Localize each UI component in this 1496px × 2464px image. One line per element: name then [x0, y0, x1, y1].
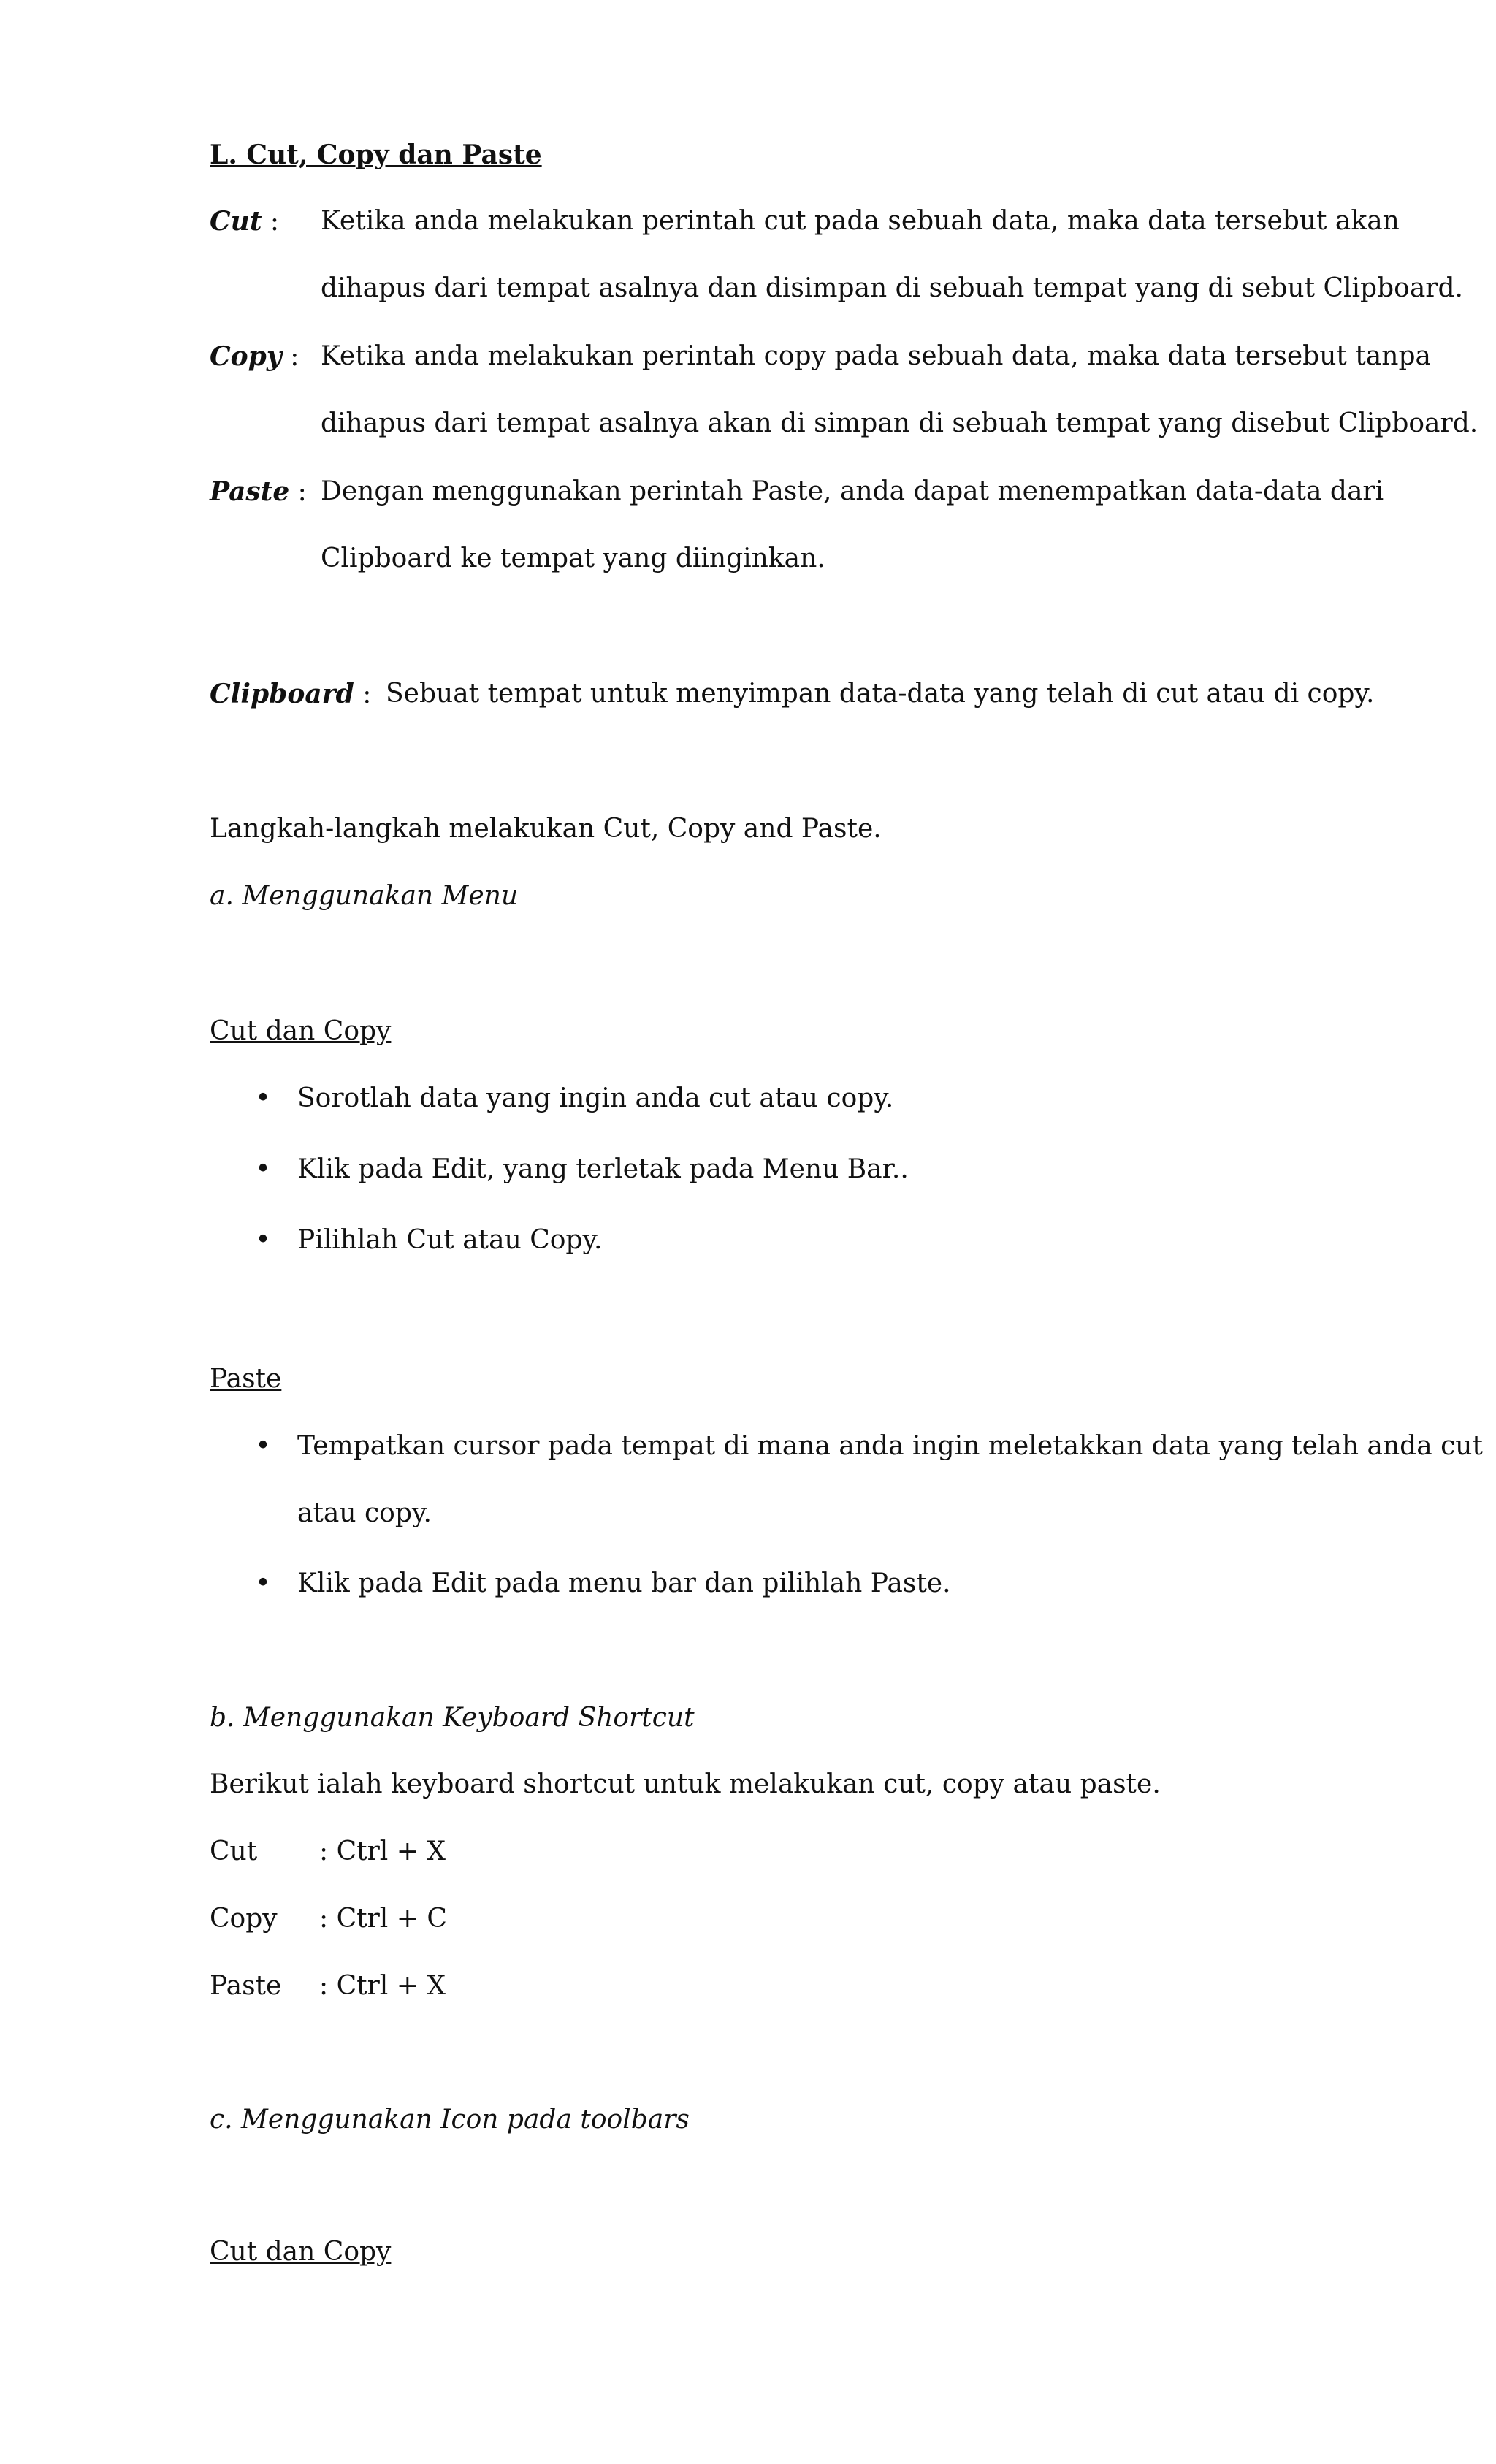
steps-intro: Langkah-langkah melakukan Cut, Copy and Paste. [210, 814, 882, 844]
definition-label [210, 476, 307, 508]
paste-heading: Paste [210, 1364, 282, 1394]
definition-text-line: dihapus dari tempat asalnya akan di simpan di sebuah tempat yang disebut Clipboard. [321, 408, 1478, 438]
definition-term: Cut [210, 206, 262, 237]
definition-colon: : [354, 679, 372, 709]
list-item-text: atau copy. [297, 1498, 432, 1528]
list-item-text: Sorotlah data yang ingin anda cut atau copy. [297, 1083, 894, 1113]
bullet-icon: • [255, 1431, 271, 1461]
list-item-text: Tempatkan cursor pada tempat di mana anda ingin meletakkan data yang telah anda cut [297, 1431, 1483, 1461]
definition-colon: : [262, 207, 280, 237]
cut-copy-heading: Cut dan Copy [210, 1016, 392, 1046]
shortcut-name: Paste [210, 1971, 282, 2001]
bullet-icon: • [255, 1568, 271, 1598]
method-b-intro: Berikut ialah keyboard shortcut untuk melakukan cut, copy atau paste. [210, 1769, 1161, 1799]
shortcut-keys: : Ctrl + X [319, 1836, 446, 1866]
shortcut-name: Copy [210, 1904, 278, 1934]
method-b-title: b. Menggunakan Keyboard Shortcut [210, 1703, 695, 1733]
cut-copy-heading: Cut dan Copy [210, 2237, 392, 2267]
list-item-text: Klik pada Edit, yang terletak pada Menu Bar.. [297, 1154, 909, 1184]
definition-text-line: Ketika anda melakukan perintah copy pada sebuah data, maka data tersebut tanpa [321, 341, 1431, 371]
definition-label [210, 205, 279, 238]
definition-clipboard [210, 678, 371, 711]
list-item-text: Klik pada Edit pada menu bar dan pilihlah Paste. [297, 1568, 951, 1598]
bullet-icon: • [255, 1154, 271, 1184]
method-c-title: c. Menggunakan Icon pada toolbars [210, 2105, 690, 2135]
shortcut-keys: : Ctrl + C [319, 1904, 447, 1934]
definition-text-line: Sebuat tempat untuk menyimpan data-data yang telah di cut atau di copy. [386, 679, 1375, 709]
definition-label [210, 340, 299, 373]
definition-text-line: Dengan menggunakan perintah Paste, anda dapat menempatkan data-data dari [321, 476, 1384, 506]
section-title: L. Cut, Copy dan Paste [210, 140, 542, 170]
method-a-title: a. Menggunakan Menu [210, 881, 519, 911]
definition-term: Clipboard [210, 679, 354, 709]
shortcut-name: Cut [210, 1836, 258, 1866]
shortcut-keys: : Ctrl + X [319, 1971, 446, 2001]
bullet-icon: • [255, 1225, 271, 1255]
definition-colon: : [289, 477, 307, 507]
definition-term: Copy [210, 341, 282, 372]
list-item-text: Pilihlah Cut atau Copy. [297, 1225, 603, 1255]
definition-colon: : [281, 342, 299, 372]
definition-text-line: dihapus dari tempat asalnya dan disimpan di sebuah tempat yang di sebut Clipboard. [321, 273, 1463, 303]
definition-text-line: Ketika anda melakukan perintah cut pada sebuah data, maka data tersebut akan [321, 206, 1400, 236]
bullet-icon: • [255, 1083, 271, 1113]
definition-term: Paste [210, 476, 290, 507]
definition-text-line: Clipboard ke tempat yang diinginkan. [321, 543, 825, 573]
